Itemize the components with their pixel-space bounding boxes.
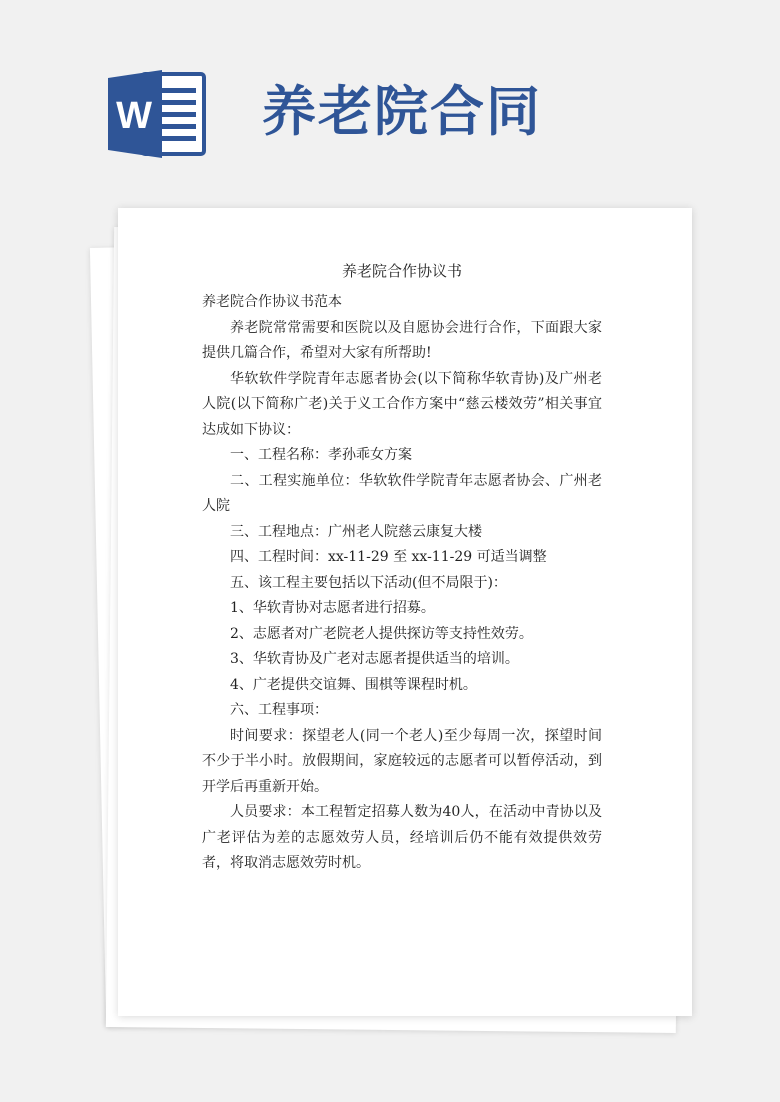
document-body <box>202 260 602 877</box>
document-page <box>118 208 692 1016</box>
document-paragraph: 一、工程名称：孝孙乖女方案 <box>230 447 412 463</box>
document-paragraph: 1、华软青协对志愿者进行招募。 <box>230 600 435 616</box>
page-title: 养老院合同 <box>262 80 542 143</box>
document-paragraph: 2、志愿者对广老院老人提供探访等支持性效劳。 <box>230 625 533 642</box>
document-title: 养老院合作协议书 <box>341 262 462 280</box>
document-paragraph: 二、工程实施单位：华软软件学院青年志愿者协会、广州老人院 <box>202 472 602 514</box>
document-paragraph: 六、工程事项： <box>230 702 328 718</box>
document-paragraph: 养老院常常需要和医院以及自愿协会进行合作，下面跟大家提供几篇合作，希望对大家有所帮助! <box>202 319 602 361</box>
header <box>0 0 780 200</box>
document-paragraph: 五、该工程主要包括以下活动(但不局限于)： <box>230 574 507 591</box>
document-paragraph: 3、华软青协及广老对志愿者提供适当的培训。 <box>230 651 519 667</box>
document-paragraph: 四、工程时间：xx-11-29 至 xx-11-29 可适当调整 <box>230 549 547 565</box>
svg-text:W: W <box>116 95 152 137</box>
document-paragraph: 时间要求：探望老人(同一个老人)至少每周一次，探望时间不少于半小时。放假期间，家庭较远的志愿者可以暂停活动，到开学后再重新开始。 <box>202 727 602 795</box>
document-paragraph: 三、工程地点：广州老人院慈云康复大楼 <box>230 523 482 540</box>
document-paragraph: 4、广老提供交谊舞、围棋等课程时机。 <box>230 676 477 693</box>
document-paragraphs <box>202 290 602 877</box>
document-paragraph: 养老院合作协议书范本 <box>202 294 342 310</box>
word-document-icon <box>108 68 208 160</box>
document-paragraph: 华软软件学院青年志愿者协会(以下简称华软青协)及广州老人院(以下简称广老)关于义工合作方案中“慈云楼效劳”相关事宜达成如下协议： <box>202 370 602 438</box>
document-paragraph: 人员要求：本工程暂定招募人数为40人，在活动中青协以及广老评估为差的志愿效劳人员，经培训后仍不能有效提供效劳者，将取消志愿效劳时机。 <box>202 804 602 871</box>
